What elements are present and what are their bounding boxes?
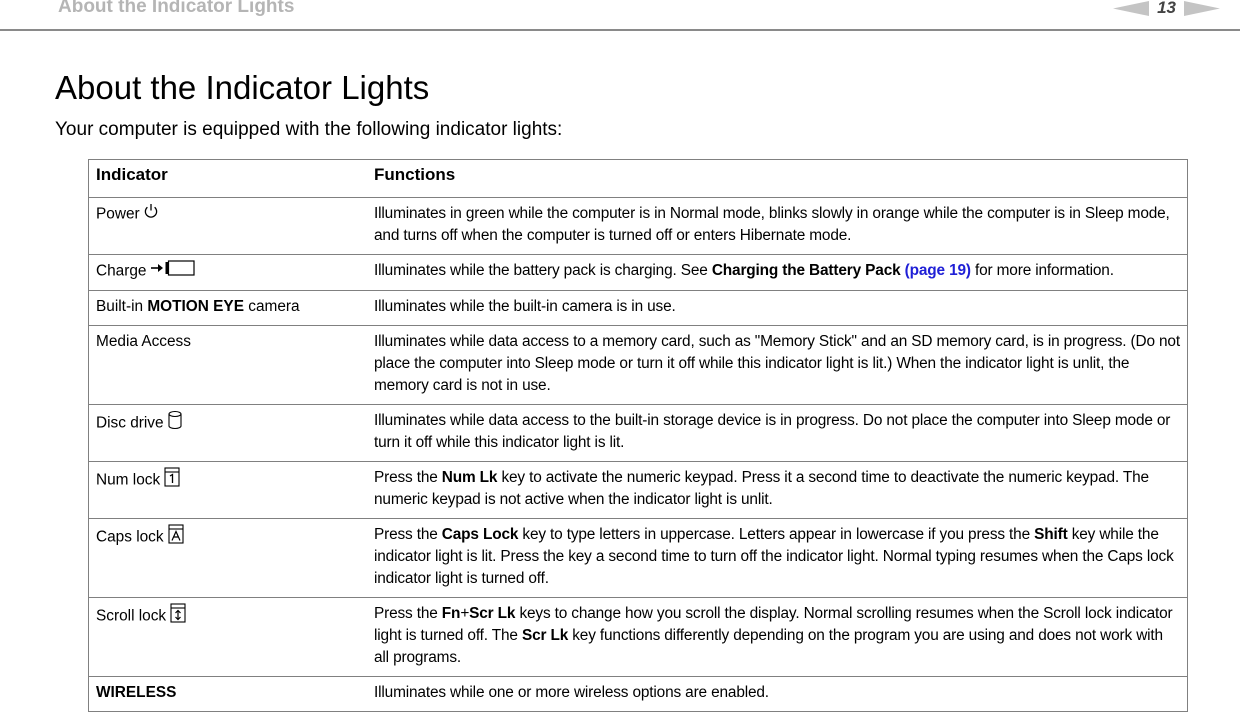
indicator-name [96,263,146,280]
indicator-name [96,529,164,546]
function-description [367,598,1188,677]
scroll-lock-icon [170,603,186,630]
function-description [367,405,1188,462]
table-row [89,462,1188,519]
header-divider [0,29,1240,31]
charge-icon [150,260,196,283]
description-text: Illuminates while data access to a memory card, such as "Memory Stick" and an SD memory card, is in progress. (Do not place the computer into Sleep mode or turn it off while this indicator light is lit.) When the indicator light is unlit, the memory card is not in use. [374,333,1180,394]
description-text: Illuminates while the battery pack is charging. See [374,262,712,279]
description-text: Illuminates in green while the computer is in Normal mode, blinks slowly in orange while the computer is in Sleep mode, and turns off when the computer is turned off or enters Hibernate mode. [374,205,1170,244]
column-header-functions: Functions [367,160,1188,198]
page-navigation [1113,0,1220,18]
indicator-name-label: Power [96,205,140,223]
description-text: Illuminates while one or more wireless options are enabled. [374,684,769,701]
description-text: keys to change how you scroll the display. Normal scrolling resumes when the Scroll lock indicator light is turned off. The [374,605,1173,644]
indicator-name-label: Caps lock [96,528,164,546]
page-number: 13 [1157,0,1176,17]
indicator-cell [89,519,368,598]
indicator-name-label: Media Access [96,333,191,350]
bold-term: Charging the Battery Pack [711,262,901,279]
table-header-row [89,160,1188,198]
intro-text: Your computer is equipped with the following indicator lights: [55,119,563,140]
table-row [89,255,1188,291]
indicator-cell [89,598,368,677]
bold-term: Num Lk [441,469,498,486]
bold-term: Scr Lk [521,627,569,644]
power-icon [144,203,158,226]
description-text: Press the [374,605,442,622]
description-text: Press the [374,526,442,543]
function-description [367,198,1188,255]
function-description [367,255,1188,291]
caps-lock-icon [168,524,184,551]
page-reference-link[interactable]: (page 19) [904,262,971,279]
indicator-cell [89,255,368,291]
indicator-name-segment: MOTION EYE [147,298,244,315]
indicator-cell [89,291,368,326]
indicator-cell [89,198,368,255]
indicator-name [96,206,140,223]
next-page-icon[interactable] [1184,0,1220,17]
num-lock-icon [164,467,180,494]
description-text: key to activate the numeric keypad. Press it a second time to deactivate the numeric keypad. The numeric keypad is not active when the indicator light is unlit. [374,469,1149,508]
indicator-name-label: WIRELESS [96,684,177,701]
column-header-indicator: Indicator [89,160,368,198]
table-row [89,198,1188,255]
header-title: About the Indicator Lights [58,0,295,17]
page-title: About the Indicator Lights [55,69,430,106]
description-text: Illuminates while data access to the built-in storage device is in progress. Do not place the computer into Sleep mode or turn it off while this indicator light is lit. [374,412,1171,451]
function-description [367,291,1188,326]
function-description [367,677,1188,712]
indicator-name-label: Disc drive [96,414,164,432]
description-text: Press the [374,469,442,486]
indicator-name [96,608,166,625]
indicator-name [96,472,160,489]
bold-term: Scr Lk [469,605,516,622]
disc-drive-icon [168,410,182,437]
table-row [89,405,1188,462]
indicator-name-label: Scroll lock [96,607,167,625]
function-description [367,462,1188,519]
indicator-cell [89,405,368,462]
description-text: Illuminates while the built-in camera is in use. [374,298,676,315]
previous-page-icon[interactable] [1113,0,1149,17]
indicator-name [96,684,176,701]
bold-term: Fn [441,605,461,622]
table-row [89,677,1188,712]
indicator-table [88,159,1188,712]
description-text: + [460,605,470,622]
bold-term: Shift [1034,526,1068,543]
indicator-cell [89,462,368,519]
table-row [89,598,1188,677]
indicator-name-label: Charge [96,262,147,280]
indicator-name-segment: camera [243,298,300,315]
indicator-name-segment: Built-in [96,298,148,315]
indicator-name-label: Num lock [96,471,161,489]
function-description [367,519,1188,598]
table-row [89,326,1188,405]
page-header [0,0,1240,30]
indicator-name [96,415,164,432]
description-text: key to type letters in uppercase. Letters appear in lowercase if you press the [518,526,1035,543]
description-text: key functions differently depending on the program you are using and does not work with all programs. [374,627,1163,666]
description-text: for more information. [970,262,1114,279]
table-row [89,291,1188,326]
indicator-name [96,333,191,350]
bold-term: Caps Lock [441,526,519,543]
table-row [89,519,1188,598]
description-text: key while the indicator light is lit. Press the key a second time to turn off the indicator light. Normal typing resumes when the Caps lock indicator light is turned off. [374,526,1174,587]
indicator-cell [89,326,368,405]
indicator-cell [89,677,368,712]
indicator-name [96,298,300,315]
function-description [367,326,1188,405]
